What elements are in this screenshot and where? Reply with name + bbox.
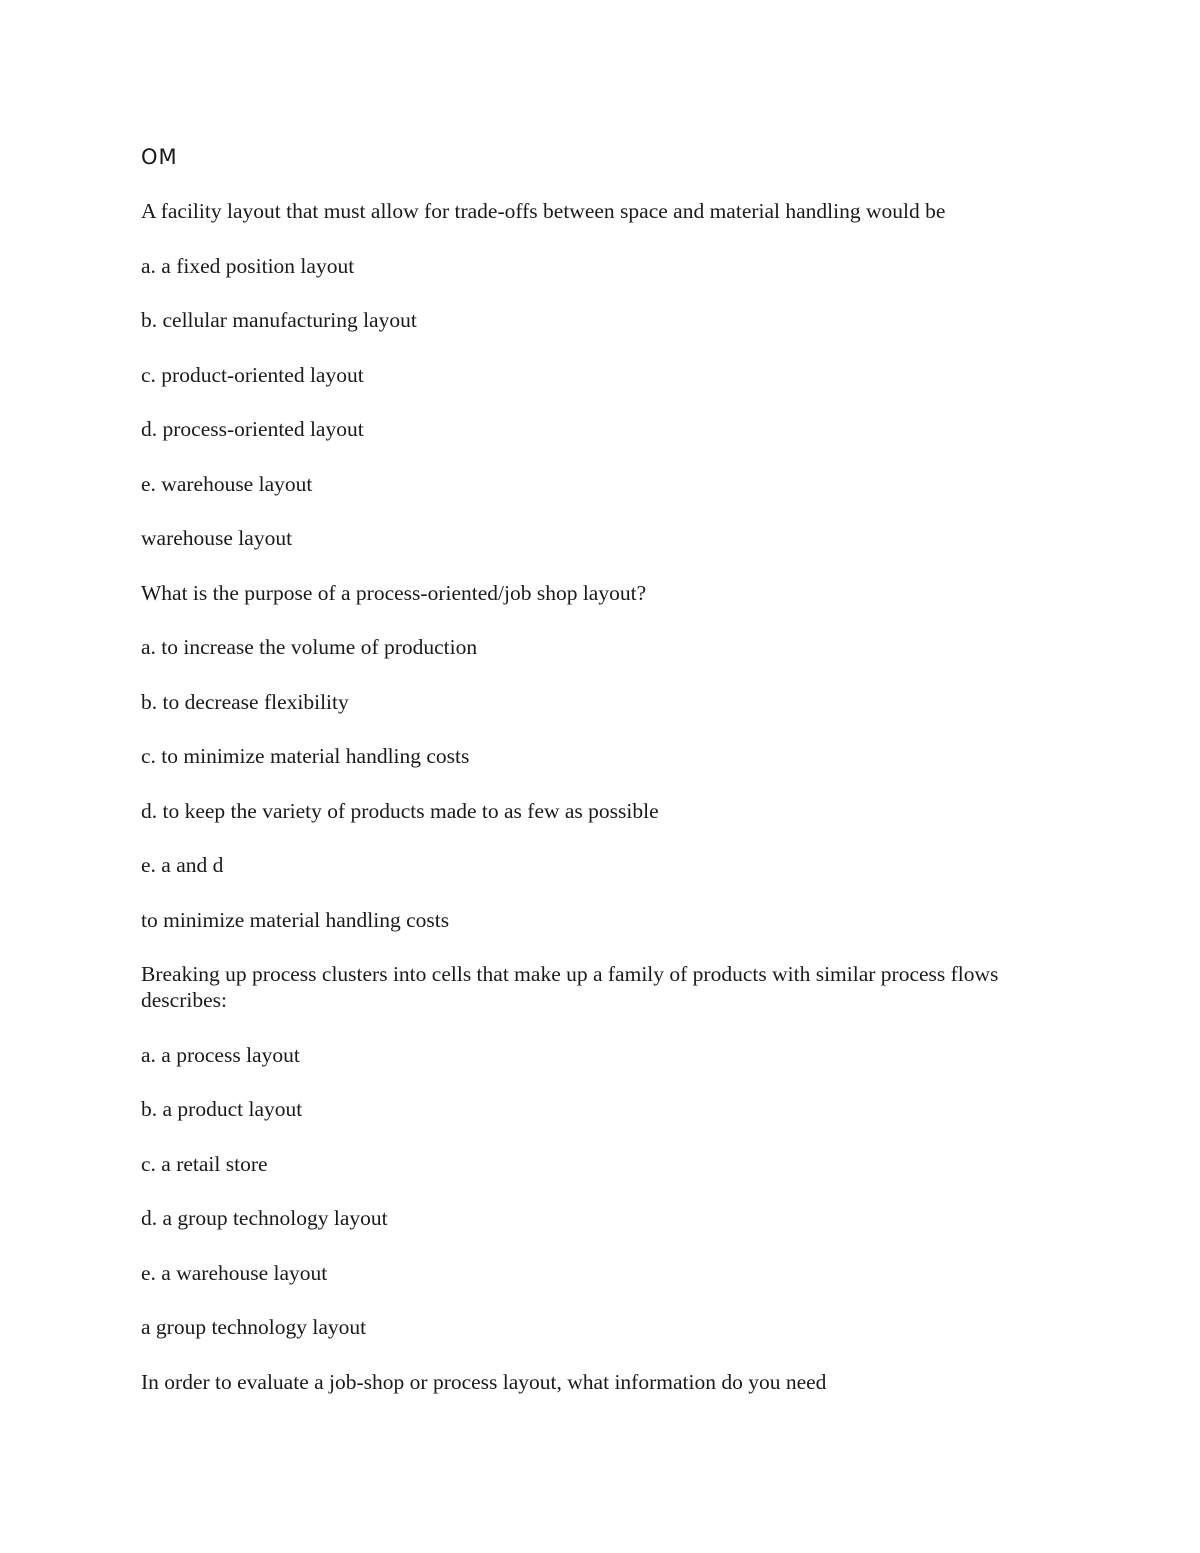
question-3-option-b: b. a product layout (141, 1097, 303, 1121)
question-1-answer: warehouse layout (141, 526, 293, 550)
question-4: In order to evaluate a job-shop or process layout, what information do you need (141, 1369, 827, 1394)
document-title: OM (141, 145, 178, 169)
question-3-option-e: e. a warehouse layout (141, 1260, 328, 1285)
question-1-option-d: d. process-oriented layout (141, 417, 364, 441)
question-3-answer: a group technology layout (141, 1315, 367, 1339)
question-3-option-d: d. a group technology layout (141, 1206, 388, 1230)
question-2-option-b: b. to decrease flexibility (141, 689, 349, 714)
question-3-option-a: a. a process layout (141, 1042, 300, 1067)
question-2: What is the purpose of a process-oriented/job shop layout? (141, 580, 647, 605)
question-1-option-b: b. cellular manufacturing layout (141, 308, 417, 332)
question-2-option-e: e. a and d (141, 853, 224, 877)
question-2-answer: to minimize material handling costs (141, 907, 450, 932)
question-1-option-c: c. product-oriented layout (141, 362, 364, 387)
question-2-option-c: c. to minimize material handling costs (141, 744, 470, 768)
question-2-option-a: a. to increase the volume of production (141, 635, 478, 659)
question-1-option-a: a. a fixed position layout (141, 253, 355, 278)
question-2-option-d: d. to keep the variety of products made to as few as possible (141, 798, 659, 823)
question-3: Breaking up process clusters into cells that make up a family of products with similar process flows describes: (141, 962, 999, 1012)
question-3-option-c: c. a retail store (141, 1151, 268, 1176)
document-page (141, 142, 1041, 1423)
question-1: A facility layout that must allow for trade-offs between space and material handling would be (141, 199, 946, 223)
question-1-option-e: e. warehouse layout (141, 471, 313, 496)
